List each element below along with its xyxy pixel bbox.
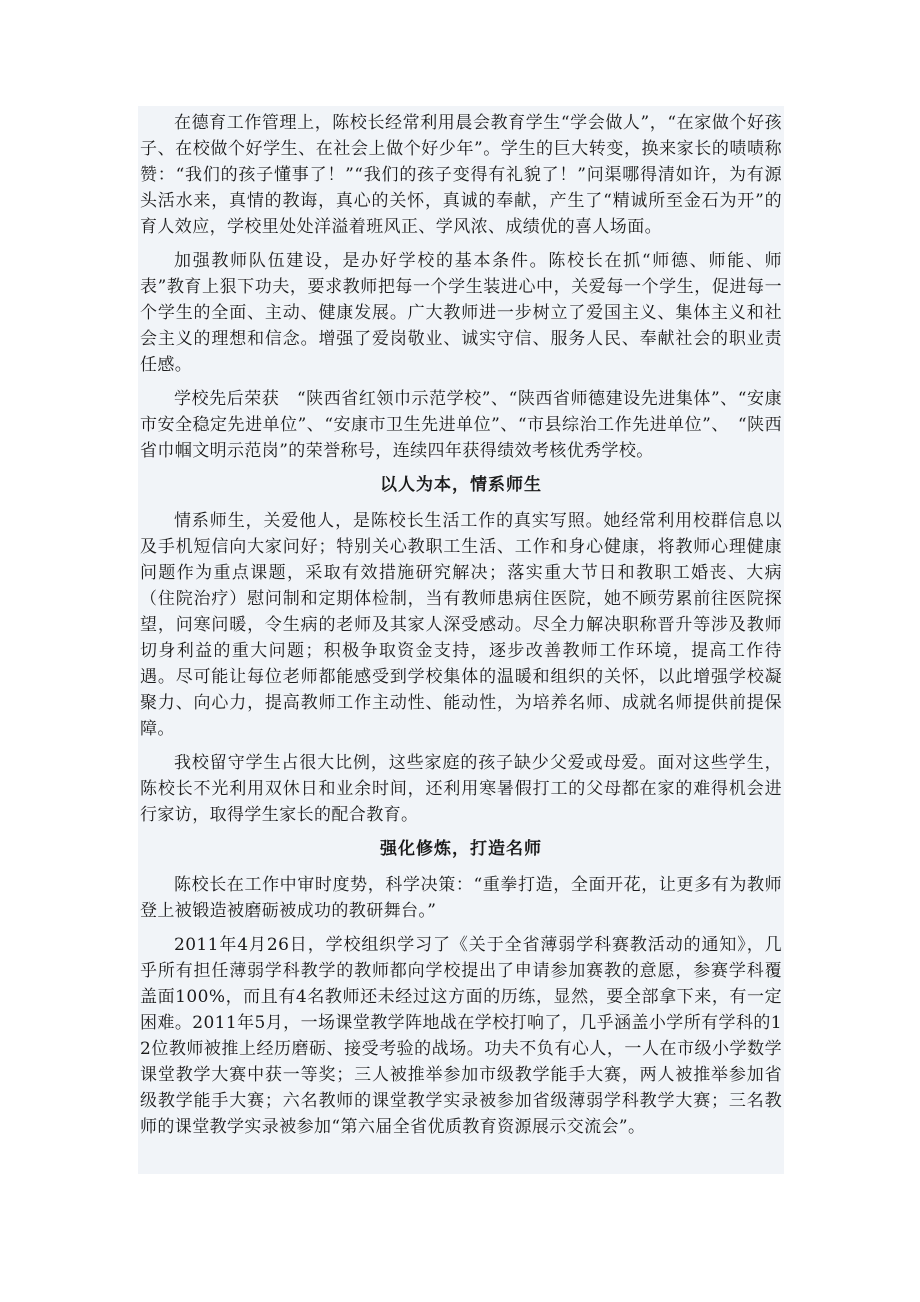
paragraph-teacher-team: 加强教师队伍建设，是办好学校的基本条件。陈校长在抓“师德、师能、师表”教育上狠下功夫，要求教师把每一个学生装进心中，关爱每一个学生，促进每一个学生的全面、主动、健康发展。广大教师进一步树立了爱国主义、集体主义和社会主义的理想和信念。增强了爱岗敬业、诚实守信、服务人民、奉献社会的职业责任感。 (140, 251, 782, 375)
paragraph-decision: 陈校长在工作中审时度势，科学决策：“重拳打造，全面开花，让更多有为教师登上被锻造被磨砺被成功的教研舞台。” (140, 875, 782, 921)
section-heading-famous-teachers: 强化修炼，打造名师 (380, 839, 542, 859)
paragraph-moral-education: 在德育工作管理上，陈校长经常利用晨会教育学生“学会做人”，“在家做个好孩子、在校做个好学生、在社会上做个好少年”。学生的巨大转变，换来家长的啧啧称赞：“我们的孩子懂事了！”“我们的孩子变得有礼貌了！”问渠哪得清如许，为有源头活水来，真情的教诲，真心的关怀，真诚的奉献，产生了“精诚所至金石为开”的育人效应，学校里处处洋溢着班风正、学风浓、成绩优的喜人场面。 (140, 113, 782, 237)
paragraph-competition: 2011年4月26日，学校组织学习了《关于全省薄弱学科赛教活动的通知》，几乎所有担任薄弱学科教学的教师都向学校提出了申请参加赛教的意愿，参赛学科覆盖面100%，而且有4名教师还未经过这方面的历练，显然，要全部拿下来，有一定困难。2011年5月，一场课堂教学阵地战在学校打响了，几乎涵盖小学所有学科的12位教师被推上经历磨砺、接受考验的战场。功夫不负有心人，一人在市级小学数学课堂教学大赛中获一等奖；三人被推举参加市级教学能手大赛，两人被推举参加省级教学能手大赛；六名教师的课堂教学实录被参加省级薄弱学科教学大赛；三名教师的课堂教学实录被参加“第六届全省优质教育资源展示交流会”。 (140, 935, 782, 1137)
section-heading-people-oriented: 以人为本，情系师生 (380, 475, 542, 495)
paragraph-caring-teachers: 情系师生，关爱他人，是陈校长生活工作的真实写照。她经常利用校群信息以及手机短信向大家问好；特别关心教职工生活、工作和身心健康，将教师心理健康问题作为重点课题，采取有效措施研究解决；落实重大节日和教职工婚丧、大病（住院治疗）慰问制和定期体检制，当有教师患病住医院，她不顾劳累前往医院探望，问寒问暖，令生病的老师及其家人深受感动。尽全力解决职称晋升等涉及教师切身利益的重大问题；积极争取资金支持，逐步改善教师工作环境，提高工作待遇。尽可能让每位老师都能感受到学校集体的温暖和组织的关怀，以此增强学校凝聚力、向心力，提高教师工作主动性、能动性，为培养名师、成就名师提供前提保障。 (140, 511, 782, 739)
paragraph-honors: 学校先后荣获 “陕西省红领巾示范学校”、“陕西省师德建设先进集体”、“安康市安全稳定先进单位”、“安康市卫生先进单位”、“市县综治工作先进单位”、 “陕西省巾帼文明示范岗”的荣誉称号，连续四年获得绩效考核优秀学校。 (140, 389, 782, 461)
article-body (138, 106, 784, 1174)
paragraph-left-behind-students: 我校留守学生占很大比例，这些家庭的孩子缺少父爱或母爱。面对这些学生，陈校长不光利用双休日和业余时间，还利用寒暑假打工的父母都在家的难得机会进行家访，取得学生家长的配合教育。 (140, 753, 782, 825)
